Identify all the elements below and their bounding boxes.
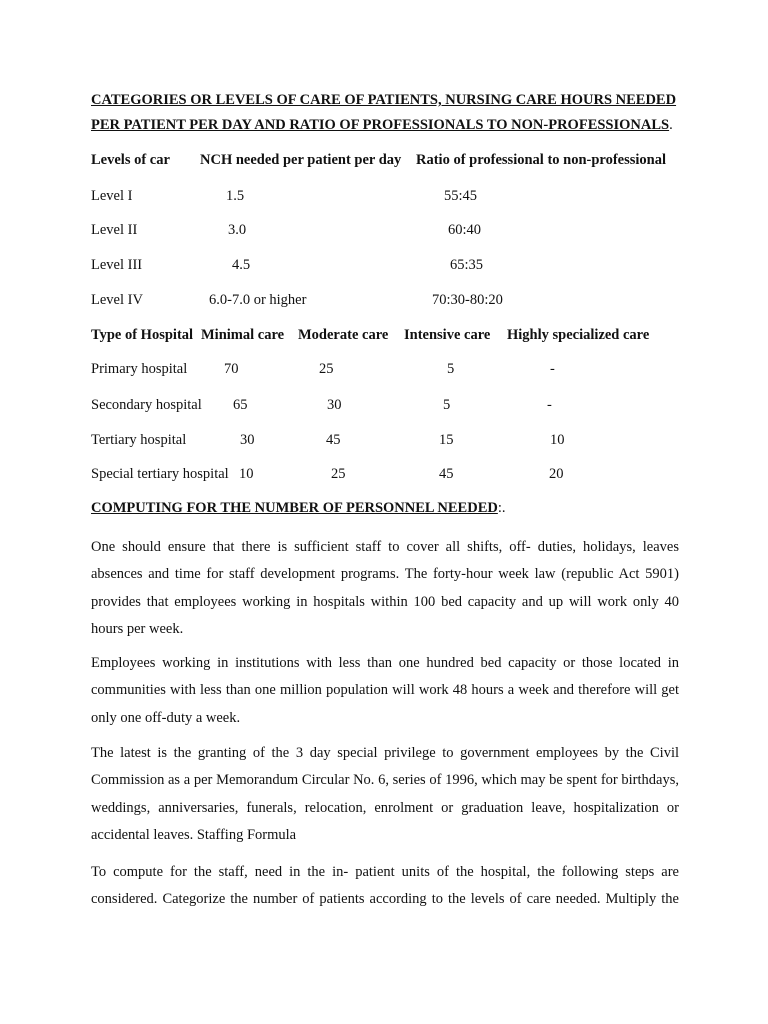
hospital-intensive: 15 xyxy=(439,432,454,448)
hospital-moderate: 25 xyxy=(319,361,334,377)
hospital-header-highly: Highly specialized care xyxy=(507,327,650,343)
section-title-suffix: :. xyxy=(497,500,506,516)
level-label: Level III xyxy=(91,257,143,273)
hospital-moderate: 30 xyxy=(327,397,342,413)
level-label: Level I xyxy=(91,188,133,204)
hospital-header-moderate: Moderate care xyxy=(298,327,389,343)
level-nch: 6.0-7.0 or higher xyxy=(209,292,307,308)
hospital-header-type: Type of Hospital xyxy=(91,327,194,343)
level-label: Level IV xyxy=(91,292,143,308)
levels-header-nch: NCH needed per patient per day xyxy=(200,152,402,168)
paragraph: To compute for the staff, need in the in- patient units of the hospital, the following steps are considered. Categorize the number of patients according to the levels of care needed. Multiply the xyxy=(91,864,679,908)
level-ratio: 65:35 xyxy=(450,257,484,273)
hospital-intensive: 5 xyxy=(443,397,451,413)
section-title xyxy=(91,500,506,517)
paragraph: One should ensure that there is sufficient staff to cover all shifts, off- duties, holidays, leaves absences and time for staff development programs. The forty-hour week law (republic Act 5901) provides that employees working in hospitals within 100 bed capacity and up will work only 40 hours per week. xyxy=(91,539,679,637)
heading-line-2-wrap xyxy=(91,117,673,134)
levels-header-level: Levels of car xyxy=(91,152,170,168)
hospital-moderate: 25 xyxy=(331,466,346,482)
hospital-highly: 10 xyxy=(550,432,565,448)
level-nch: 1.5 xyxy=(226,188,245,204)
paragraph: Employees working in institutions with less than one hundred bed capacity or those located in communities with less than one million population will work 48 hours a week and therefore will get only one off-duty a week. xyxy=(91,655,679,726)
level-nch: 3.0 xyxy=(228,222,247,238)
hospital-minimal: 65 xyxy=(233,397,248,413)
heading-line-2: PER PATIENT PER DAY AND RATIO OF PROFESSIONALS TO NON-PROFESSIONALS xyxy=(91,117,670,133)
hospital-highly: - xyxy=(550,361,555,377)
hospital-type: Special tertiary hospital xyxy=(91,466,229,482)
hospital-highly: - xyxy=(547,397,552,413)
hospital-moderate: 45 xyxy=(326,432,341,448)
hospital-intensive: 45 xyxy=(439,466,454,482)
hospital-header-minimal: Minimal care xyxy=(201,327,285,343)
level-ratio: 60:40 xyxy=(448,222,482,238)
section-title-text: COMPUTING FOR THE NUMBER OF PERSONNEL NEEDED xyxy=(91,500,498,516)
paragraph: The latest is the granting of the 3 day special privilege to government employees by the Civil Commission as a per Memorandum Circular No. 6, series of 1996, which may be spent for birthdays, weddings, anniversaries, funerals, relocation, enrolment or graduation leave, hospitalization or accidental leaves. Staffing Formula xyxy=(91,745,679,843)
hospital-minimal: 30 xyxy=(240,432,255,448)
hospital-header-intensive: Intensive care xyxy=(404,327,491,343)
heading-line-1: CATEGORIES OR LEVELS OF CARE OF PATIENTS, NURSING CARE HOURS NEEDED xyxy=(91,92,677,108)
level-ratio: 55:45 xyxy=(444,188,478,204)
hospital-type: Primary hospital xyxy=(91,361,188,377)
level-ratio: 70:30-80:20 xyxy=(432,292,503,308)
hospital-minimal: 70 xyxy=(224,361,239,377)
hospital-type: Tertiary hospital xyxy=(91,432,187,448)
level-nch: 4.5 xyxy=(232,257,251,273)
level-label: Level II xyxy=(91,222,138,238)
levels-header-ratio: Ratio of professional to non-professional xyxy=(416,152,667,168)
heading-line-2-suffix: . xyxy=(669,117,673,133)
hospital-minimal: 10 xyxy=(239,466,254,482)
hospital-type: Secondary hospital xyxy=(91,397,202,413)
hospital-intensive: 5 xyxy=(447,361,455,377)
hospital-highly: 20 xyxy=(549,466,564,482)
